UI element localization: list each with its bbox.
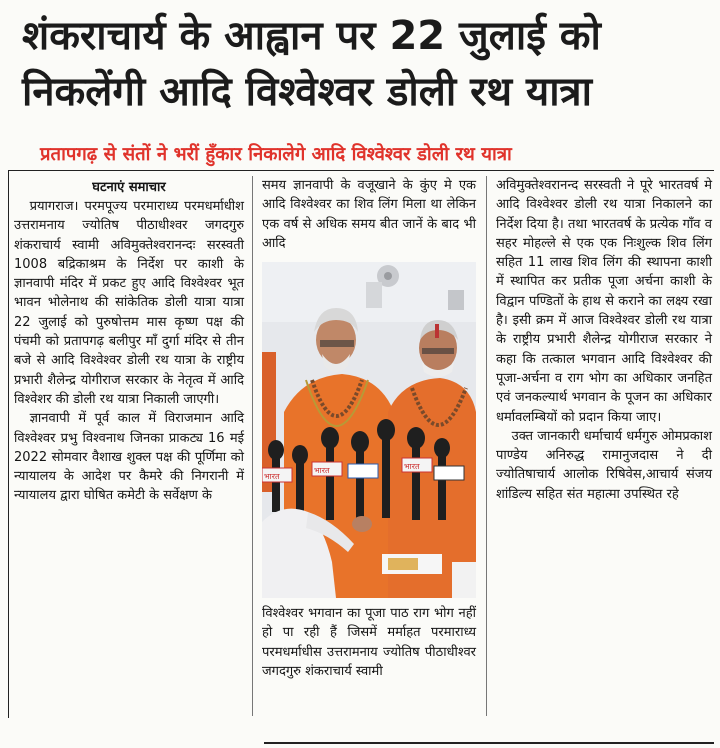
column-separator (252, 176, 253, 716)
subheadline: प्रतापगढ़ से संतों ने भरीं हुँकार निकालेगे आदि विश्वेश्वर डोली रथ यात्रा (40, 144, 512, 165)
paragraph: प्रयागराज। परमपूज्य परमाराध्य परमधर्माधीश उत्तरामनाय ज्योतिष पीठाधीश्वर जगदगुरु शंकराचार्य स्वामी अविमुक्तेश्वरानन्दः सरस्वती 1008 बद्रिकाश्रम के निर्देश पर काशी के ज्ञानवापी मंदिर में प्रकट हुए आदि विश्वेश्वर भूत भावन भोलेनाथ की सांकेतिक डोली यात्रा यात्रा 22 जुलाई को पुरुषोत्तम मास कृष्ण पक्ष की पंचमी को प्रतापगढ़ बलीपुर माँ दुर्गा मंदिर से तीन बजे से आदि विश्वेश्वर डोली रथ यात्रा के राष्ट्रीय प्रभारी शैलेन्द्र योगीराज सरकार के नेतृत्व में आदि विश्वेशर की डोली रथ यात्रा निकाली जाएगी। (14, 199, 244, 407)
news-photo-illustration (262, 262, 476, 598)
column-separator (486, 176, 487, 716)
paragraph: ज्ञानवापी में पूर्व काल में विराजमान आदि विश्वेश्वर प्रभु विश्वनाथ जिनका प्राकट्य 16 मई 2022 सोमवार वैशाख शुक्ल पक्ष की पूर्णिमा को न्यायालय के आदेश पर कैमरे की निगरानी में न्यायालय द्वारा घोषित कमेटी के सर्वेक्षण के (14, 411, 244, 504)
headline-line-2: निकलेंगी आदि विश्वेश्वर डोली रथ यात्रा (22, 69, 592, 115)
byline: घटनाएं समाचार (92, 180, 166, 195)
article-column-3 (496, 176, 712, 504)
headline-line-1: शंकराचार्य के आह्वान पर 22 जुलाई को (22, 13, 601, 59)
mic-label: भारत (404, 462, 420, 471)
article-column-2-bottom (262, 604, 476, 681)
paragraph: विश्वेश्वर भगवान का पूजा पाठ राग भोग नहीं हो पा रही हैं जिसमें मर्माहत परमाराध्य परमधर्माधीस उत्तरामनाय ज्योतिष पीठाधीश्वर जगदगुरु शंकराचार्य स्वामी (262, 606, 476, 679)
article-column-1 (14, 178, 244, 506)
paragraph: उक्त जानकारी धर्माचार्य धर्मगुरु ओमप्रकाश पाण्डेय अनिरुद्ध रामानुजदास ने दी ज्योतिषाचार्य आलोक रिषिवेस,आचार्य संजय शांडिल्य सहित संत महात्मा उपस्थित रहे (496, 428, 712, 502)
article-left-rule (8, 170, 9, 718)
news-photo (262, 262, 476, 598)
paragraph: अविमुक्तेश्वरानन्द सरस्वती ने पूरे भारतवर्ष मे आदि विश्वेश्वर डोली रथ यात्रा निकालने का निर्देश दिया है। तथा भारतवर्ष के प्रत्येक गाँव व सहर मोहल्ले से एक एक निःशुल्क शिव लिंग सहित 11 लाख शिव लिंग की स्थापना काशी में स्थापित कर प्रतीक पूजा अर्चना काशी के विद्वान पण्डितों के हाथ से कराने का लक्ष्य रखा है। इसी क्रम में आज विश्वेश्वर डोली रथ यात्रा के राष्ट्रीय प्रभारी शैलेन्द्र योगीराज सरकार ने कहा कि तत्काल भगवान आदि विश्वेश्वर की पूजा-अर्चना व राग भोग का अधिकार जनहित एवं जनकल्यार्थ भगवान के पूजन का अधिकार धर्मावलम्बियों को प्रदान किया जाए। (496, 178, 712, 425)
mic-label: भारत (314, 466, 330, 475)
article-top-rule (8, 170, 714, 171)
paragraph: समय ज्ञानवापी के वजूखाने के कुंए मे एक आदि विश्वेश्वर का शिव लिंग मिला था लेकिन एक वर्ष से अधिक समय बीत जानें के बाद भी आदि (262, 178, 476, 251)
next-article-top-rule (264, 742, 714, 744)
article-column-2-top (262, 176, 476, 253)
mic-label: भारत (264, 472, 280, 481)
